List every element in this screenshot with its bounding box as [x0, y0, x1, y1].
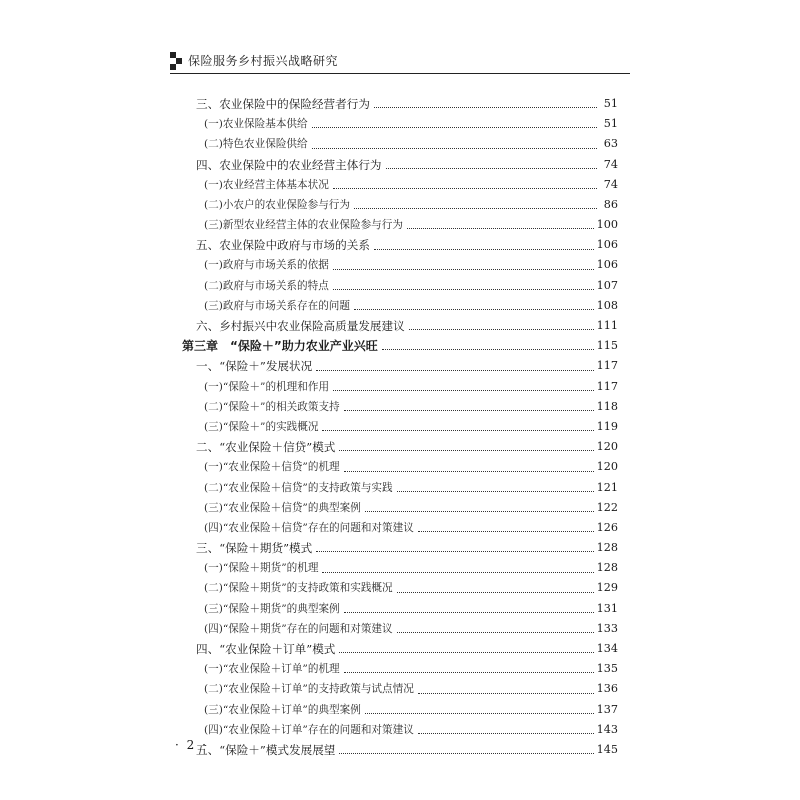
dot-leader [333, 269, 594, 270]
toc-section[interactable] [196, 155, 618, 175]
toc-entry-page: 126 [596, 520, 618, 534]
dot-leader [333, 289, 594, 290]
toc-entry-page: 120 [596, 460, 618, 474]
header-title: 保险服务乡村振兴战略研究 [188, 54, 339, 68]
dot-leader [418, 733, 594, 734]
dot-leader [374, 107, 597, 108]
dot-leader [409, 329, 594, 330]
toc-entry-title: (四)“农业保险＋订单”存在的问题和对策建议 [204, 723, 414, 736]
toc-entry-page: 145 [596, 742, 618, 756]
dot-leader [407, 228, 594, 229]
toc-subsection[interactable] [196, 215, 618, 235]
dot-leader [316, 370, 593, 371]
dot-leader [397, 592, 594, 593]
running-header [170, 50, 630, 76]
toc-entry-title: (四)“农业保险＋信贷”存在的问题和对策建议 [204, 521, 414, 534]
toc-subsection[interactable] [196, 720, 618, 740]
dot-leader [322, 430, 593, 431]
dot-leader [344, 410, 594, 411]
toc-subsection[interactable] [196, 377, 618, 397]
dot-leader [382, 349, 594, 350]
dot-leader [365, 511, 594, 512]
toc-entry-page: 118 [596, 399, 618, 413]
toc-entry-title: (二)“保险＋期货”的支持政策和实践概况 [204, 582, 393, 595]
dot-leader [418, 693, 594, 694]
toc-entry-title: 三、农业保险中的保险经营者行为 [196, 96, 370, 111]
toc-entry-title: (一)政府与市场关系的依据 [204, 259, 329, 272]
dot-leader [374, 249, 594, 250]
toc-entry-page: 74 [603, 157, 618, 171]
toc-entry-page: 115 [596, 339, 618, 353]
toc-subsection[interactable] [196, 478, 618, 498]
toc-subsection[interactable] [196, 256, 618, 276]
dot-leader [344, 471, 594, 472]
toc-subsection[interactable] [196, 397, 618, 417]
dot-leader [339, 652, 593, 653]
toc-entry-page: 131 [596, 601, 618, 615]
toc-entry-page: 106 [596, 238, 618, 252]
toc-entry-page: 111 [596, 319, 618, 333]
toc-entry-title: (二)“农业保险＋订单”的支持政策与试点情况 [204, 683, 414, 696]
toc-entry-page: 136 [596, 682, 618, 696]
toc-entry-title: (三)“农业保险＋信贷”的典型案例 [204, 501, 361, 514]
toc-entry-page: 122 [596, 500, 618, 514]
dot-leader [339, 450, 593, 451]
toc-subsection[interactable] [196, 700, 618, 720]
toc-section[interactable] [196, 740, 618, 760]
toc-entry-page: 86 [603, 197, 618, 211]
toc-entry-page: 74 [603, 177, 618, 191]
toc-subsection[interactable] [196, 195, 618, 215]
toc-subsection[interactable] [196, 457, 618, 477]
toc-entry-title: (一)“农业保险＋订单”的机理 [204, 663, 340, 676]
toc-entry-page: 120 [596, 440, 618, 454]
toc-entry-title: 四、农业保险中的农业经营主体行为 [196, 157, 382, 172]
dot-leader [397, 632, 594, 633]
toc-entry-title: (二)特色农业保险供给 [204, 138, 308, 151]
dot-leader [365, 713, 594, 714]
dot-leader [354, 309, 594, 310]
toc-entry-title: (三)“保险＋”的实践概况 [204, 420, 319, 433]
toc-entry-title: 一、“保险＋”发展状况 [196, 359, 313, 374]
toc-section[interactable] [196, 538, 618, 558]
toc-subsection[interactable] [196, 296, 618, 316]
toc-entry-page: 143 [596, 722, 618, 736]
toc-entry-title: 六、乡村振兴中农业保险高质量发展建议 [196, 319, 405, 334]
dot-leader [386, 168, 597, 169]
toc-entry-title: (二)“农业保险＋信贷”的支持政策与实践 [204, 481, 393, 494]
toc-entry-page: 134 [596, 642, 618, 656]
toc-entry-page: 63 [603, 137, 618, 151]
toc-entry-title: (三)新型农业经营主体的农业保险参与行为 [204, 219, 403, 232]
dot-leader [354, 208, 597, 209]
toc-entry-title: 三、“保险＋期货”模式 [196, 541, 313, 556]
toc-entry-page: 137 [596, 702, 618, 716]
dot-leader [333, 390, 594, 391]
toc-subsection[interactable] [196, 599, 618, 619]
dot-leader [322, 572, 593, 573]
toc-entry-title: (三)“保险＋期货”的典型案例 [204, 602, 340, 615]
header-rule [170, 73, 630, 74]
dot-leader [344, 672, 594, 673]
dot-leader [344, 612, 594, 613]
toc-entry-title: (一)“保险＋期货”的机理 [204, 562, 319, 575]
toc-entry-page: 119 [596, 419, 618, 433]
toc-subsection[interactable] [196, 276, 618, 296]
dot-leader [339, 753, 593, 754]
page-number: · 2 · [175, 738, 208, 752]
toc-entry-page: 129 [596, 581, 618, 595]
toc-entry-page: 117 [596, 379, 618, 393]
toc-entry-title: (一)农业经营主体基本状况 [204, 178, 329, 191]
toc-section[interactable] [196, 316, 618, 336]
toc-entry-title: (四)“保险＋期货”存在的问题和对策建议 [204, 622, 393, 635]
toc-subsection[interactable] [196, 114, 618, 134]
toc-section[interactable] [196, 639, 618, 659]
toc-subsection[interactable] [196, 417, 618, 437]
toc-entry-page: 133 [596, 621, 618, 635]
toc-entry-title: 二、“农业保险＋信贷”模式 [196, 440, 336, 455]
toc-entry-title: (三)政府与市场关系存在的问题 [204, 299, 350, 312]
header-ornament-icon [170, 52, 184, 74]
toc-subsection[interactable] [196, 134, 618, 154]
toc-section[interactable] [196, 235, 618, 255]
toc-entry-title: (二)小农户的农业保险参与行为 [204, 198, 350, 211]
toc-entry-page: 135 [596, 662, 618, 676]
toc-entry-title: (一)“农业保险＋信贷”的机理 [204, 461, 340, 474]
toc-entry-title: 五、农业保险中政府与市场的关系 [196, 238, 370, 253]
toc-entry-page: 117 [596, 359, 618, 373]
toc-chapter[interactable] [182, 336, 618, 356]
toc-subsection[interactable] [196, 558, 618, 578]
toc-subsection[interactable] [196, 518, 618, 538]
toc-entry-title: 第三章 “保险＋”助力农业产业兴旺 [182, 339, 378, 354]
toc-entry-title: (一)农业保险基本供给 [204, 118, 308, 131]
toc-section[interactable] [196, 437, 618, 457]
toc-entry-page: 128 [596, 561, 618, 575]
toc-entry-page: 108 [596, 298, 618, 312]
dot-leader [397, 491, 594, 492]
toc-entry-page: 107 [596, 278, 618, 292]
dot-leader [312, 148, 597, 149]
toc-subsection[interactable] [196, 659, 618, 679]
toc-entry-page: 106 [596, 258, 618, 272]
dot-leader [312, 127, 597, 128]
toc-entry-title: (一)“保险＋”的机理和作用 [204, 380, 330, 393]
toc-entry-title: 四、“农业保险＋订单”模式 [196, 642, 336, 657]
toc-entry-title: (二)“保险＋”的相关政策支持 [204, 400, 340, 413]
toc-entry-title: (三)“农业保险＋订单”的典型案例 [204, 703, 361, 716]
dot-leader [333, 188, 597, 189]
toc-entry-page: 121 [596, 480, 618, 494]
toc-subsection[interactable] [196, 579, 618, 599]
table-of-contents [182, 94, 618, 760]
toc-entry-page: 51 [603, 117, 618, 131]
toc-entry-page: 128 [596, 541, 618, 555]
dot-leader [418, 531, 594, 532]
toc-subsection[interactable] [196, 619, 618, 639]
toc-entry-page: 51 [603, 96, 618, 110]
toc-section[interactable] [196, 94, 618, 114]
toc-subsection[interactable] [196, 679, 618, 699]
toc-section[interactable] [196, 356, 618, 376]
dot-leader [316, 551, 593, 552]
toc-entry-title: (二)政府与市场关系的特点 [204, 279, 329, 292]
toc-entry-title: 五、“保险＋”模式发展展望 [196, 742, 336, 757]
toc-entry-page: 100 [596, 218, 618, 232]
toc-subsection[interactable] [196, 175, 618, 195]
toc-subsection[interactable] [196, 498, 618, 518]
